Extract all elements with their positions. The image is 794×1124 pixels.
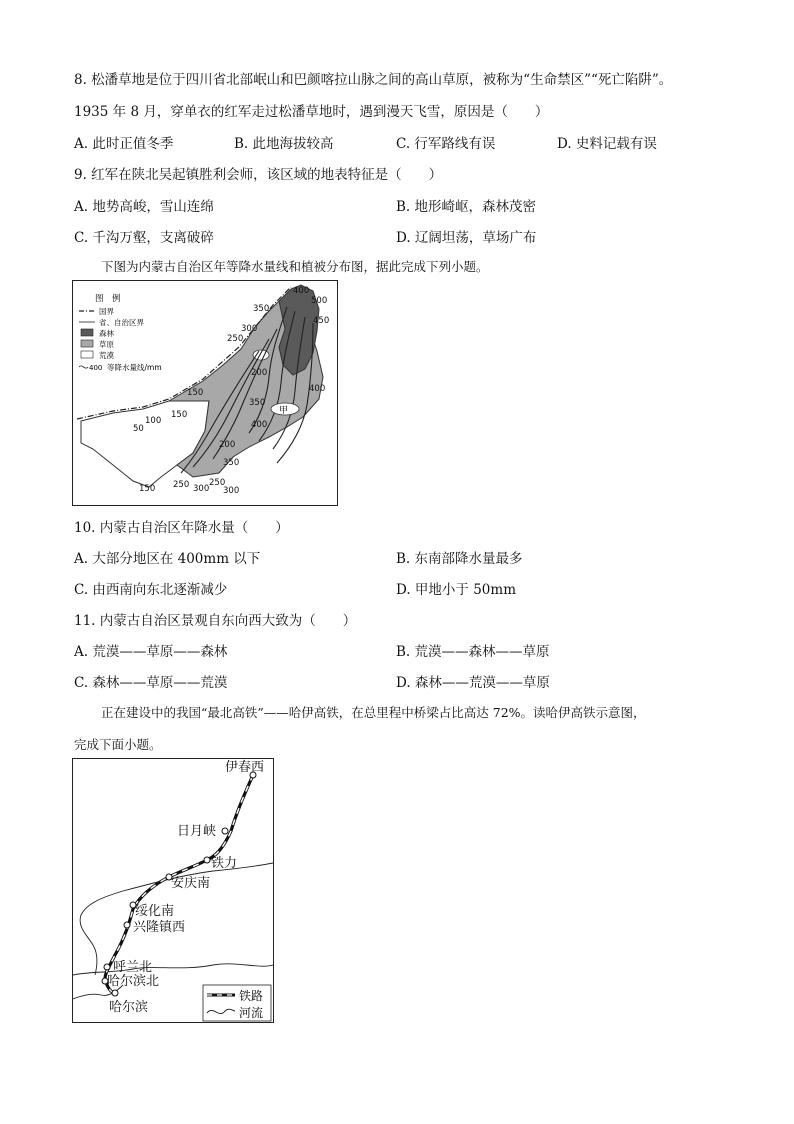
railway-map: [72, 758, 274, 1023]
map2-legend: [203, 985, 271, 1021]
isoline-label: 400: [293, 286, 310, 296]
region-jia-label: 甲: [279, 406, 289, 416]
q10-option-d[interactable]: D. 甲地小于 50mm: [396, 582, 516, 598]
q8-option-c[interactable]: C. 行军路线有误: [396, 136, 496, 152]
q9-option-d[interactable]: D. 辽阔坦荡，草场广布: [396, 230, 537, 246]
intro-map2-line2: 完成下面小题。: [74, 737, 162, 752]
q8-option-b[interactable]: B. 此地海拔较高: [234, 136, 334, 152]
q8-option-a[interactable]: A. 此时正值冬季: [74, 136, 174, 152]
q11-stem: 11. 内蒙古自治区景观自东向西大致为（ ）: [74, 613, 357, 629]
station-labels: [107, 760, 264, 1015]
isoline-label: 250: [173, 480, 190, 490]
q9-option-a[interactable]: A. 地势高峻，雪山连绵: [74, 199, 214, 215]
q8-stem-line1: 8. 松潘草地是位于四川省北部岷山和巴颜喀拉山脉之间的高山草原，被称为“生命禁区”“死亡陷阱”。: [74, 72, 673, 88]
q10-option-b[interactable]: B. 东南部降水量最多: [396, 551, 523, 567]
legend-isoline-value: 400: [89, 364, 103, 372]
legend-item: 省、自治区界: [99, 318, 144, 327]
station-marker: [112, 990, 118, 996]
precipitation-vegetation-map: [72, 280, 338, 506]
q9-stem: 9. 红军在陕北吴起镇胜利会师，该区域的地表特征是（ ）: [74, 167, 443, 183]
legend-title: 图 例: [95, 294, 121, 304]
q9-option-c[interactable]: C. 千沟万壑，支离破碎: [74, 230, 214, 246]
intro-map2-line1: 正在建设中的我国“最北高铁”——哈伊高铁，在总里程中桥梁占比高达 72%。读哈伊高铁示意图，: [101, 705, 646, 720]
legend-forest-swatch: [81, 329, 93, 336]
q11-option-b[interactable]: B. 荒漠——森林——草原: [396, 644, 550, 660]
station-marker: [222, 828, 228, 834]
isoline-label: 300: [241, 324, 258, 334]
q11-option-a[interactable]: A. 荒漠——草原——森林: [74, 644, 228, 660]
railway-map-svg: [73, 759, 273, 1022]
station-label: 绥化南: [135, 904, 175, 919]
station-label: 日月峡: [177, 824, 217, 839]
intro-map1: 下图为内蒙古自治区年等降水量线和植被分布图，据此完成下列小题。: [101, 259, 489, 274]
isoline-label: 300: [193, 484, 210, 494]
isoline-label: 100: [145, 416, 162, 426]
isoline-label: 200: [251, 368, 268, 378]
q8-stem-line2: 1935 年 8 月，穿单衣的红军走过松潘草地时，遇到漫天飞雪，原因是（ ）: [74, 104, 549, 120]
map1-legend: [79, 293, 162, 372]
isoline-label: 350: [223, 458, 240, 468]
legend-river-label: 河流: [239, 1006, 264, 1020]
legend-desert-swatch: [81, 351, 93, 358]
station-label: 伊春西: [225, 760, 265, 775]
station-label: 安庆南: [171, 876, 211, 891]
legend-grassland-swatch: [81, 340, 93, 347]
legend-item: 荒漠: [99, 351, 114, 360]
station-label: 呼兰北: [113, 960, 153, 975]
isoline-label: 300: [223, 486, 240, 496]
station-label: 哈尔滨: [109, 1000, 149, 1015]
isoline-label: 150: [187, 388, 204, 398]
isoline-label: 350: [249, 398, 266, 408]
station-marker: [204, 857, 210, 863]
q10-option-c[interactable]: C. 由西南向东北逐渐减少: [74, 582, 228, 598]
isoline-label: 400: [309, 384, 326, 394]
isoline-label: 150: [139, 484, 156, 494]
isoline-label: 250: [227, 334, 244, 344]
station-label: 铁力: [211, 856, 238, 871]
q8-option-d[interactable]: D. 史料记载有误: [557, 136, 657, 152]
legend-railway-label: 铁路: [239, 989, 264, 1003]
legend-item: 森林: [99, 329, 114, 338]
q11-option-d[interactable]: D. 森林——荒漠——草原: [396, 675, 550, 691]
legend-item: 等降水量线/mm: [107, 363, 162, 372]
precipitation-map-svg: [73, 281, 337, 505]
legend-item: 草原: [99, 340, 114, 349]
q10-stem: 10. 内蒙古自治区年降水量（ ）: [74, 520, 289, 536]
isoline-label: 450: [313, 316, 330, 326]
isoline-label: 200: [219, 440, 236, 450]
station-marker: [124, 922, 130, 928]
isoline-label: 400: [251, 420, 268, 430]
q9-option-b[interactable]: B. 地形崎岖，森林茂密: [396, 199, 537, 215]
isoline-label: 350: [253, 304, 270, 314]
isoline-label: 250: [209, 478, 226, 488]
isoline-label: 50: [133, 424, 144, 434]
legend-isoline-swatch: [79, 366, 88, 368]
station-marker: [104, 964, 110, 970]
station-label: 兴隆镇西: [133, 920, 186, 935]
legend-item: 国界: [99, 307, 114, 316]
station-label: 哈尔滨北: [107, 974, 160, 989]
q11-option-c[interactable]: C. 森林——草原——荒漠: [74, 675, 228, 691]
q10-option-a[interactable]: A. 大部分地区在 400mm 以下: [74, 551, 261, 567]
isoline-label: 500: [311, 296, 328, 306]
isoline-label: 150: [171, 410, 188, 420]
